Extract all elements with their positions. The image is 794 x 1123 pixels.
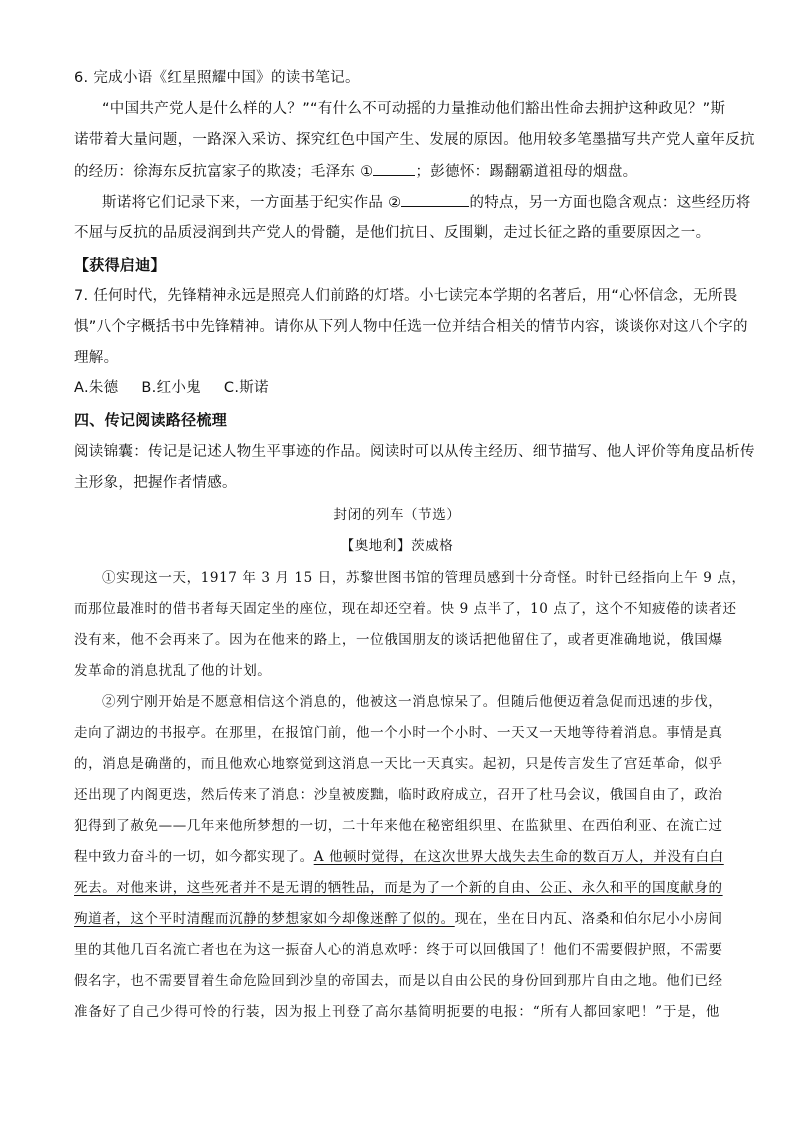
article-p2-line10: 假名字，也不需要冒着生命危险回到沙皇的帝国去，而是以自由公民的身份回到那片自由之地。他们已经: [74, 973, 723, 989]
article-p2-line11: 准备好了自己少得可怜的行装，因为报上刊登了高尔基简明扼要的电报：“所有人都回家吧！”于是，他: [74, 1004, 720, 1020]
fill-blank-2[interactable]: [388, 195, 469, 211]
article-p1-line1: ①实现这一天，1917 年 3 月 15 日，苏黎世图书馆的管理员感到十分奇怪。时针已经指向上午 9 点，: [102, 570, 746, 586]
article-p2-line8-text: 现在，坐在日内瓦、洛桑和伯尔尼小小房间: [454, 911, 723, 927]
article-p2-line5: 犯得到了赦免——几年来他所梦想的一切，二十年来他在秘密组织里、在监狱里、在西伯利亚、在流亡过: [74, 818, 723, 834]
q6-para1-line3: [74, 161, 720, 182]
option-c[interactable]: C.斯诺: [223, 380, 269, 396]
q6-title: 6. 完成小语《红星照耀中国》的读书笔记。: [74, 70, 360, 86]
article-p2-line8: [74, 909, 723, 929]
fill-blank-1[interactable]: [360, 164, 415, 180]
q7-line3: 理解。: [74, 350, 119, 366]
article-p2-line2: 走向了湖边的书报亭。在那里，在报馆门前，他一个小时一个小时、一天又一天地等待着消息。事情是真: [74, 725, 723, 741]
q6-para2-line1-text: 斯诺将它们记录下来，一方面基于纪实作品: [102, 195, 384, 211]
option-b[interactable]: B.红小鬼: [141, 380, 201, 396]
q6-para1-line3-tail: ；彭德怀：踢翻霸道祖母的烟盘。: [415, 164, 638, 180]
underlined-sentence-a: A 他顿时觉得，在这次世界大战失去生命的数百万人，并没有白白: [313, 849, 724, 865]
article-p1-line3: 没有来，他不会再来了。因为在他来的路上，一位俄国朋友的谈话把他留住了，或者更准确地说，俄国爆: [74, 632, 723, 648]
article-p2-line6-text: 程中致力奋斗的一切，如今都实现了。: [74, 849, 314, 865]
q7-line2: 惧”八个字概括书中先锋精神。请你从下列人物中任选一位并结合相关的情节内容，谈谈你对这八个字的: [74, 319, 748, 335]
section-four-intro-line2: 主形象，把握作者情感。: [74, 475, 237, 491]
article-p1-line2: 而那位最准时的借书者每天固定坐的座位，现在却还空着。快 9 点半了，10 点了，这个不知疲倦的读者还: [74, 601, 737, 617]
blank-2-marker: ②: [388, 195, 402, 211]
article-title: 封闭的列车（节选）: [333, 507, 461, 523]
article-p1-line4: 发革命的消息扰乱了他的计划。: [74, 663, 272, 679]
article-p2-line1: ②列宁刚开始是不愿意相信这个消息的，他被这一消息惊呆了。但随后他便迈着急促而迅速的步伐，: [102, 694, 723, 710]
q7-line1: 7. 任何时代，先锋精神永远是照亮人们前路的灯塔。小七读完本学期的名著后，用“心怀信念，无所畏: [74, 288, 738, 304]
q7-options: [74, 378, 720, 398]
article-author: 【奥地利】茨威格: [340, 538, 454, 554]
heading-inspire: 【获得启迪】: [74, 256, 166, 274]
article-p2-line4: 还出现了内阁更迭，然后传来了消息：沙皇被废黜，临时政府成立，召开了杜马会议，俄国自由了，政治: [74, 787, 723, 803]
q6-para2-line2: 不屈与反抗的品质浸润到共产党人的骨髓，是他们抗日、反围剿，走过长征之路的重要原因之一。: [74, 225, 711, 241]
underlined-sentence-a-line2: 死去。对他来讲，这些死者并不是无谓的牺牲品，而是为了一个新的自由、公正、永久和平的国度献身的: [74, 880, 723, 896]
option-a[interactable]: A.朱德: [74, 380, 119, 396]
q6-para2-line1-tail: 的特点，另一方面也隐含观点：这些经历将: [469, 195, 751, 211]
section-four-intro-line1: 阅读锦囊：传记是记述人物生平事迹的作品。阅读时可以从传主经历、细节描写、他人评价等角度品析传: [74, 444, 755, 460]
blank-1-marker: ①: [360, 164, 374, 180]
article-p2-line6: [74, 847, 724, 867]
article-p2-line9: 里的其他几百名流亡者也在为这一振奋人心的消息欢呼：终于可以回俄国了！他们不需要假护照，不需要: [74, 942, 723, 958]
q6-para2-line1: [102, 192, 751, 213]
q6-para1-line3-text: 的经历：徐海东反抗富家子的欺凌；毛泽东: [74, 164, 356, 180]
underlined-sentence-a-line3: 殉道者，这个平时清醒而沉静的梦想家如今却像迷醉了似的。: [74, 911, 455, 927]
q6-para1-line1: “中国共产党人是什么样的人？”“有什么不可动摇的力量推动他们豁出性命去拥护这种政见？”斯: [102, 101, 726, 117]
q6-para1-line2: 诺带着大量问题，一路深入采访、探究红色中国产生、发展的原因。他用较多笔墨描写共产党人童年反抗: [74, 132, 755, 148]
section-four-heading: 四、传记阅读路径梳理: [74, 411, 228, 429]
article-p2-line3: 的，消息是确凿的，而且他欢心地察觉到这消息一天比一天真实。起初，只是传言发生了宫廷革命，似乎: [74, 756, 723, 772]
